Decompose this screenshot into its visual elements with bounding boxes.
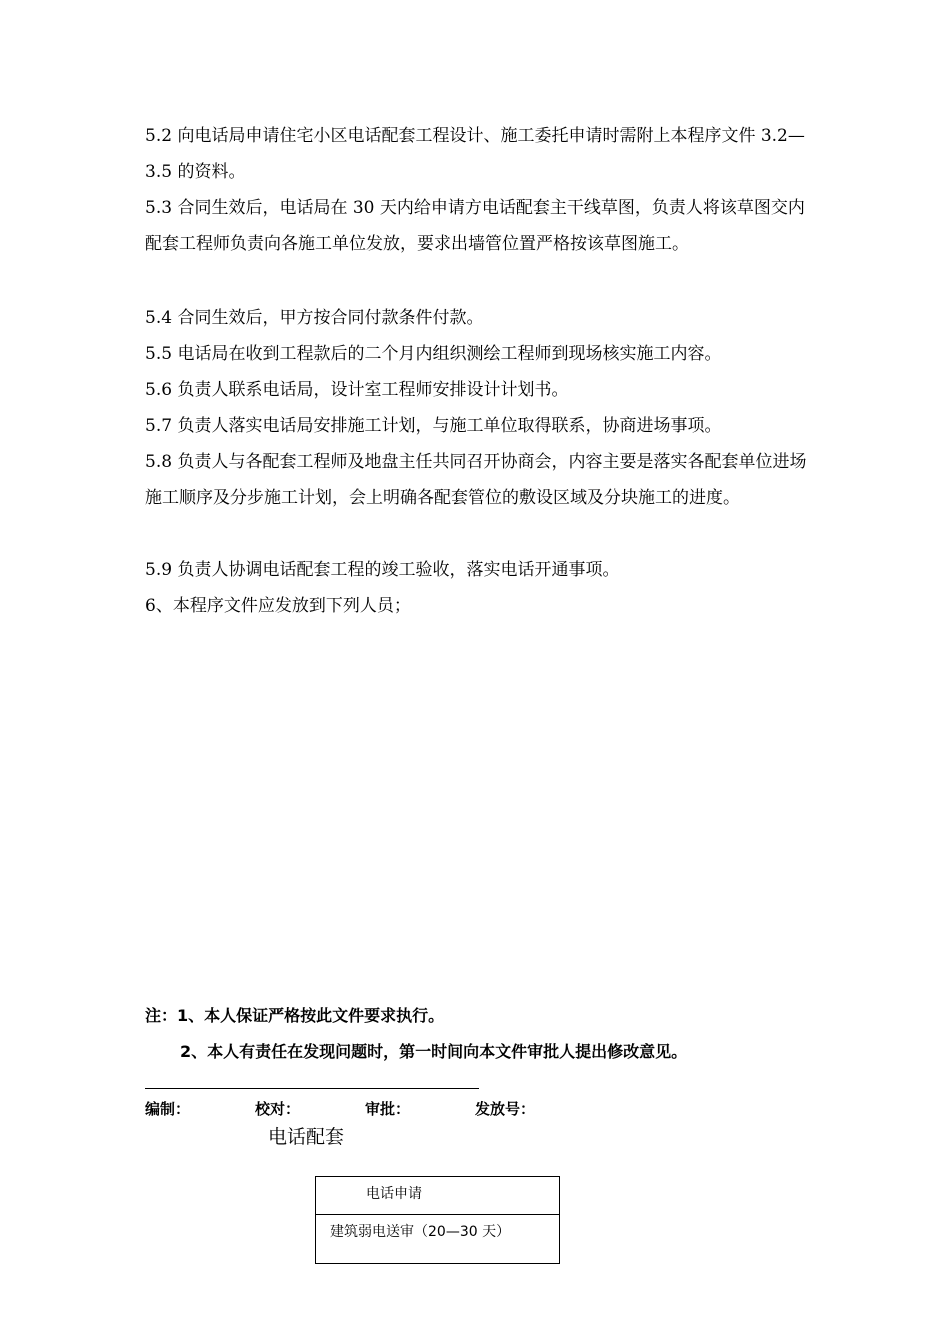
note-line-1: 注：1、本人保证严格按此文件要求执行。 (145, 1006, 445, 1025)
flow-box (315, 1176, 560, 1264)
paragraph-5-9: 5.9 负责人协调电话配套工程的竣工验收，落实电话开通事项。 (145, 560, 620, 580)
flow-title: 电话配套 (268, 1126, 345, 1148)
signature-proofread: 校对： (255, 1100, 301, 1118)
flow-step-1 (316, 1177, 559, 1215)
paragraph-5-8: 5.8 负责人与各配套工程师及地盘主任共同召开协商会，内容主要是落实各配套单位进场施工顺序及分步施工计划，会上明确各配套管位的敷设区域及分块施工的进度。 (145, 452, 807, 508)
signature-rule (145, 1088, 479, 1089)
flow-step-1-label: 电话申请 (366, 1186, 422, 1202)
paragraph-6: 6、本程序文件应发放到下列人员； (145, 596, 411, 616)
signature-issue-number: 发放号： (475, 1100, 536, 1118)
paragraph-5-7: 5.7 负责人落实电话局安排施工计划，与施工单位取得联系，协商进场事项。 (145, 416, 722, 436)
paragraph-5-4: 5.4 合同生效后，甲方按合同付款条件付款。 (145, 308, 484, 328)
flow-step-2-label: 建筑弱电送审（20—30 天） (330, 1224, 511, 1240)
signature-editor: 编制： (145, 1100, 191, 1118)
note-line-2: 2、本人有责任在发现问题时，第一时间向本文件审批人提出修改意见。 (180, 1042, 688, 1061)
paragraph-5-3: 5.3 合同生效后，电话局在 30 天内给申请方电话配套主干线草图，负责人将该草图交内配套工程师负责向各施工单位发放，要求出墙管位置严格按该草图施工。 (145, 198, 805, 254)
paragraph-5-6: 5.6 负责人联系电话局，设计室工程师安排设计计划书。 (145, 380, 569, 400)
paragraph-5-2: 5.2 向电话局申请住宅小区电话配套工程设计、施工委托申请时需附上本程序文件 3.2—3.5 的资料。 (145, 126, 805, 182)
signature-approve: 审批： (365, 1100, 411, 1118)
paragraph-5-5: 5.5 电话局在收到工程款后的二个月内组织测绘工程师到现场核实施工内容。 (145, 344, 722, 364)
